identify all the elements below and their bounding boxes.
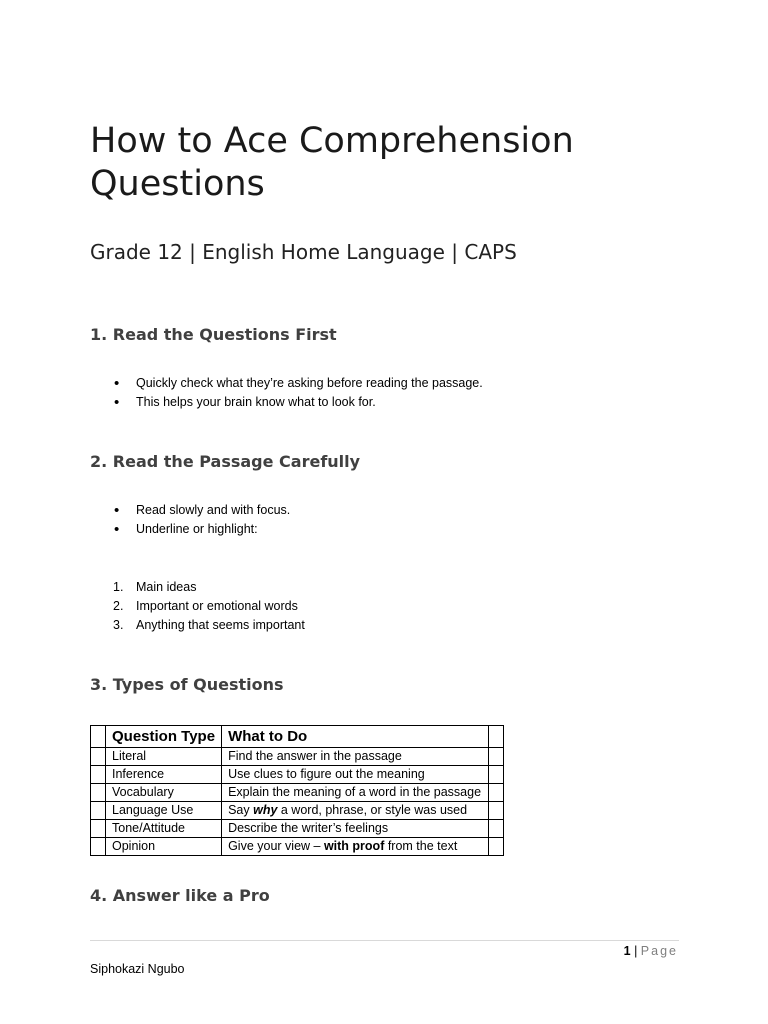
table-cell-todo xyxy=(222,838,489,856)
list-marker: 2. xyxy=(113,599,124,613)
table-row xyxy=(91,784,504,802)
table-cell-todo xyxy=(222,802,489,820)
list-item: • Read slowly and with focus. xyxy=(136,501,290,520)
list-item xyxy=(113,597,305,616)
list-item xyxy=(113,578,305,597)
table-cell-todo: Find the answer in the passage xyxy=(222,748,489,766)
bullet-list-read-questions xyxy=(136,374,483,412)
table-cell-type: Literal xyxy=(106,748,222,766)
todo-text: Say xyxy=(228,803,254,817)
list-item: • Quickly check what they’re asking before reading the passage. xyxy=(136,374,483,393)
table-row xyxy=(91,838,504,856)
table-cell-edge xyxy=(489,766,504,784)
table-cell-edge xyxy=(91,820,106,838)
table-cell-edge xyxy=(489,838,504,856)
table-cell-edge xyxy=(489,748,504,766)
todo-emphasis: why xyxy=(253,803,278,817)
footer-author: Siphokazi Ngubo xyxy=(90,962,185,976)
table-cell-edge xyxy=(489,802,504,820)
bullet-list-read-passage xyxy=(136,501,290,539)
table-row xyxy=(91,766,504,784)
table-cell-type: Tone/Attitude xyxy=(106,820,222,838)
list-item: • This helps your brain know what to look for. xyxy=(136,393,483,412)
list-item-text: Anything that seems important xyxy=(136,618,305,632)
table-cell-edge xyxy=(91,802,106,820)
question-types-table xyxy=(90,725,504,856)
list-item-text: Important or emotional words xyxy=(136,599,298,613)
section-heading-read-questions: 1. Read the Questions First xyxy=(90,325,337,344)
table-header-what-to-do: What to Do xyxy=(222,726,489,748)
table-cell-edge xyxy=(91,726,106,748)
table-header-question-type: Question Type xyxy=(106,726,222,748)
table-header-row xyxy=(91,726,504,748)
page-number xyxy=(624,943,678,959)
document-title: How to Ace Comprehension Questions xyxy=(90,121,574,204)
table-cell-todo: Use clues to figure out the meaning xyxy=(222,766,489,784)
numbered-list-highlight xyxy=(113,578,305,635)
table-cell-edge xyxy=(91,784,106,802)
table-cell-edge xyxy=(91,766,106,784)
page-number-value: 1 xyxy=(623,944,631,958)
table-cell-type: Language Use xyxy=(106,802,222,820)
table-cell-type: Inference xyxy=(106,766,222,784)
table-cell-edge xyxy=(91,748,106,766)
table-cell-edge xyxy=(489,820,504,838)
todo-text: Give your view – xyxy=(228,839,324,853)
table-cell-type: Opinion xyxy=(106,838,222,856)
table-row xyxy=(91,802,504,820)
table-cell-edge xyxy=(489,726,504,748)
table-cell-edge xyxy=(489,784,504,802)
list-item xyxy=(113,616,305,635)
footer-divider xyxy=(90,940,679,941)
table-cell-type: Vocabulary xyxy=(106,784,222,802)
todo-text: from the text xyxy=(384,839,458,853)
list-item-text: Main ideas xyxy=(136,580,197,594)
table-cell-todo: Describe the writer’s feelings xyxy=(222,820,489,838)
list-item: • Underline or highlight: xyxy=(136,520,290,539)
section-heading-types-of-questions: 3. Types of Questions xyxy=(90,675,284,694)
table-row xyxy=(91,820,504,838)
table-row xyxy=(91,748,504,766)
table-cell-todo: Explain the meaning of a word in the passage xyxy=(222,784,489,802)
section-heading-answer-like-a-pro: 4. Answer like a Pro xyxy=(90,886,270,905)
list-marker: 1. xyxy=(113,580,124,594)
page-number-separator: | xyxy=(630,944,641,958)
todo-text: a word, phrase, or style was used xyxy=(277,803,468,817)
list-marker: 3. xyxy=(113,618,124,632)
page-label: Page xyxy=(640,944,678,958)
document-subtitle: Grade 12 | English Home Language | CAPS xyxy=(90,240,517,264)
section-heading-read-passage: 2. Read the Passage Carefully xyxy=(90,452,361,471)
table-cell-edge xyxy=(91,838,106,856)
todo-emphasis: with proof xyxy=(323,839,385,853)
